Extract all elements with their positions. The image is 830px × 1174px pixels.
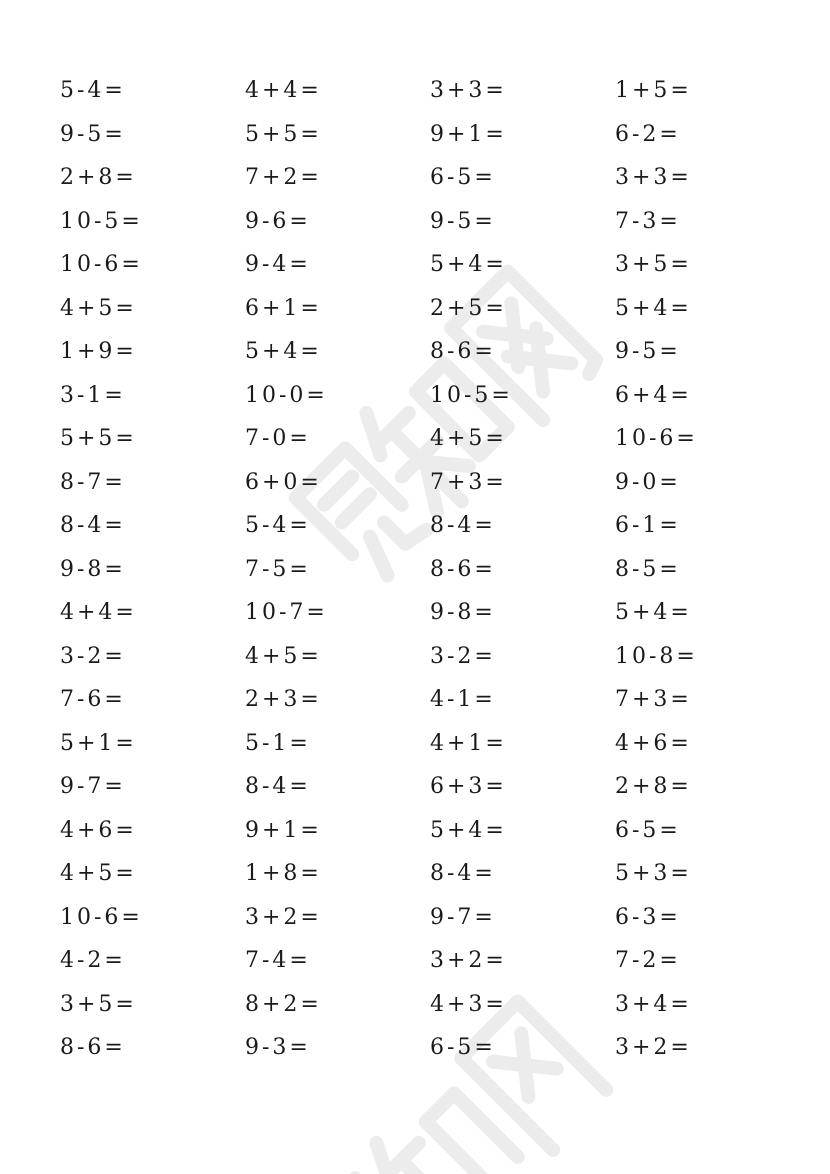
math-problem: 7-6= [60, 687, 126, 712]
math-problem: 4+4= [245, 78, 322, 103]
math-problem: 9-7= [430, 904, 496, 930]
math-problem: 8-5= [615, 556, 681, 582]
math-problem: 5-4= [245, 513, 311, 538]
math-problem: 9-5= [430, 208, 496, 234]
math-problem: 4-1= [430, 687, 496, 712]
math-problem: 8-6= [430, 556, 496, 582]
math-problem: 6+4= [615, 382, 692, 408]
math-problem: 3-2= [60, 643, 126, 669]
math-problem: 5+4= [615, 600, 692, 625]
math-problem: 8-7= [60, 469, 126, 495]
math-problem: 8-6= [60, 1035, 126, 1060]
math-problem: 6-5= [430, 1035, 496, 1060]
math-problem: 7-4= [245, 948, 311, 973]
math-problem: 10-5= [430, 382, 513, 408]
math-problem: 6-5= [430, 165, 496, 190]
math-problem: 10-5= [60, 208, 143, 234]
math-problem: 8-6= [430, 339, 496, 364]
math-problem: 9-3= [245, 1035, 311, 1060]
math-problem: 8-4= [60, 513, 126, 538]
math-problem: 4+3= [430, 991, 507, 1017]
math-problem: 4+5= [60, 861, 137, 886]
math-problem: 9-6= [245, 208, 311, 234]
math-problem: 5+4= [430, 817, 507, 843]
math-problem: 6+0= [245, 469, 322, 495]
math-problem: 4+5= [60, 295, 137, 321]
math-problem: 2+5= [430, 295, 507, 321]
math-problem: 9-0= [615, 469, 681, 495]
math-problem: 7-0= [245, 426, 311, 451]
math-problem: 5+1= [60, 730, 137, 756]
math-problem: 4+6= [615, 730, 692, 756]
math-problem: 5-4= [60, 78, 126, 103]
math-problem: 10-6= [615, 426, 698, 451]
math-problem: 6-2= [615, 121, 681, 147]
math-problem: 9+1= [245, 817, 322, 843]
math-problem: 6-1= [615, 513, 681, 538]
math-problem: 3+5= [615, 252, 692, 277]
math-problem: 4+1= [430, 730, 507, 756]
math-problem: 8+2= [245, 991, 322, 1017]
math-problem: 2+8= [60, 165, 137, 190]
math-problem: 3-2= [430, 643, 496, 669]
math-problem: 7-2= [615, 948, 681, 973]
math-problem: 5+4= [245, 339, 322, 364]
math-problem: 1+5= [615, 78, 692, 103]
math-problem: 7-3= [615, 208, 681, 234]
math-problem: 8-4= [430, 861, 496, 886]
math-problem: 9-7= [60, 774, 126, 799]
math-problem: 5+4= [430, 252, 507, 277]
math-problem: 8-4= [245, 774, 311, 799]
math-problem: 10-0= [245, 382, 328, 408]
math-problem: 2+8= [615, 774, 692, 799]
math-problem: 3+2= [245, 904, 322, 930]
math-problem: 3+2= [615, 1035, 692, 1060]
math-problem: 6-3= [615, 904, 681, 930]
math-problem: 10-6= [60, 904, 143, 930]
math-problem: 9-8= [60, 556, 126, 582]
math-problem: 3-1= [60, 382, 126, 408]
math-problem: 5-1= [245, 730, 311, 756]
math-problem: 5+5= [60, 426, 137, 451]
math-problem: 5+4= [615, 295, 692, 321]
math-problem: 6+3= [430, 774, 507, 799]
math-problem: 2+3= [245, 687, 322, 712]
math-problem: 9+1= [430, 121, 507, 147]
math-problem: 9-5= [60, 121, 126, 147]
math-worksheet [60, 69, 800, 1070]
math-problem: 5+5= [245, 121, 322, 147]
math-problem: 3+3= [615, 165, 692, 190]
math-problem: 10-6= [60, 252, 143, 277]
math-problem: 6-5= [615, 817, 681, 843]
math-problem: 10-8= [615, 643, 698, 669]
math-problem: 4+5= [245, 643, 322, 669]
math-problem: 8-4= [430, 513, 496, 538]
math-problem: 4-2= [60, 948, 126, 973]
math-problem: 3+3= [430, 78, 507, 103]
math-problem: 3+4= [615, 991, 692, 1017]
math-problem: 3+5= [60, 991, 137, 1017]
math-problem: 5+3= [615, 861, 692, 886]
math-problem: 7+3= [615, 687, 692, 712]
math-problem: 6+1= [245, 295, 322, 321]
math-problem: 1+8= [245, 861, 322, 886]
math-problem: 7+3= [430, 469, 507, 495]
math-problem: 1+9= [60, 339, 137, 364]
math-problem: 3+2= [430, 948, 507, 973]
math-problem: 9-8= [430, 600, 496, 625]
math-problem: 4+6= [60, 817, 137, 843]
math-problem: 7+2= [245, 165, 322, 190]
math-problem: 4+4= [60, 600, 137, 625]
math-problem: 9-4= [245, 252, 311, 277]
math-problem: 9-5= [615, 339, 681, 364]
math-problem: 7-5= [245, 556, 311, 582]
math-problem: 10-7= [245, 600, 328, 625]
math-problem: 4+5= [430, 426, 507, 451]
